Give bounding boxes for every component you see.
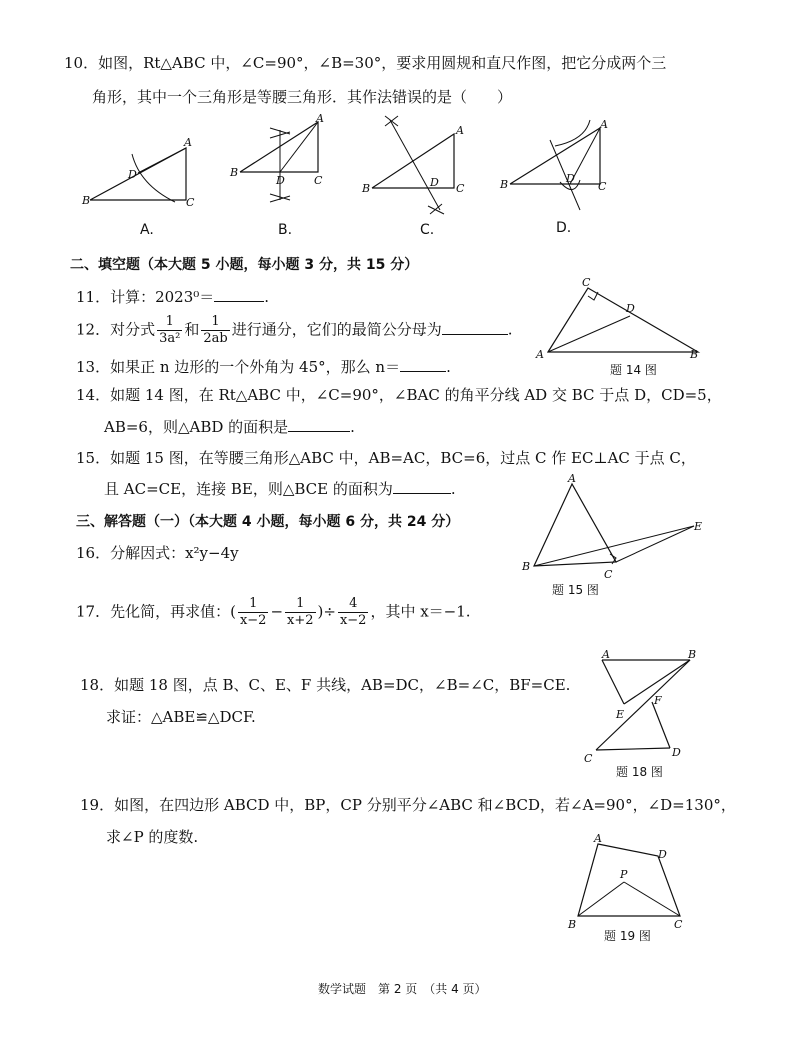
fa-C: C [186,196,195,209]
q19-line1: 19．如图，在四边形 ABCD 中，BP，CP 分别平分∠ABC 和∠BCD，若∠A=90°，∠D=130°， [80,796,736,814]
q17-frac-a: $\frac{1}{x-2}$ [239,596,267,628]
f14-C: C [582,276,591,289]
option-b: B. [278,222,293,238]
f19-P: P [620,868,628,881]
q12: 12．对分式 $\frac{1}{\text{3a²}}$ 和 $\frac{1}{2ab}$ 进行通分，它们的最简公分母为 . [76,314,513,346]
figure-19-caption: 题 19 图 [604,929,651,943]
fb-C: C [314,174,323,187]
q10-line1: 10．如图，Rt△ABC 中，∠C=90°，∠B=30°，要求用圆规和直尺作图，把它分成两个三 [64,54,667,72]
f19-B: B [568,918,577,931]
figure-b [229,112,324,202]
f19-A: A [594,832,602,845]
f18-A: A [602,648,610,661]
f15-A: A [568,472,576,485]
f18-C: C [584,752,593,765]
q17-frac-c: $\frac{4}{x-2}$ [339,596,367,628]
q19-line2: 求∠P 的度数. [106,828,199,846]
figure-19 [562,828,692,946]
q17: 17．先化简，再求值：( $\frac{1}{x-2}$ − $\frac{1}{x+2}$ )÷ $\frac{4}{x-2}$ ，其中 x＝−1. [76,596,471,628]
f18-B: B [688,648,697,661]
f18-E: E [616,708,625,721]
fa-B: B [82,194,91,207]
f14-B: B [690,348,699,361]
fc-C: C [456,182,465,195]
f15-B: B [522,560,531,573]
option-c: C. [420,222,435,238]
fd-C: C [598,180,607,193]
section-3-heading: 三、解答题（一）（本大题 4 小题，每小题 6 分，共 24 分） [76,514,460,530]
q16: 16．分解因式：x²y−4y [76,544,239,562]
figure-a [81,136,195,209]
f19-D: D [658,848,667,861]
figure-15 [514,468,714,600]
figure-15-caption: 题 15 图 [552,583,599,597]
fb-D: D [276,174,285,187]
f14-A: A [536,348,544,361]
f15-C: C [604,568,613,581]
q12-frac2: $\frac{1}{2ab}$ [203,314,228,346]
q18-line2: 求证：△ABE≌△DCF. [106,708,256,726]
f14-D: D [626,302,635,315]
section-2-heading: 二、填空题（本大题 5 小题，每小题 3 分，共 15 分） [70,257,419,273]
q17-frac-b: $\frac{1}{x+2}$ [287,596,314,628]
fa-A: A [184,136,192,149]
figure-14-caption: 题 14 图 [610,363,657,377]
figure-18-caption: 题 18 图 [616,765,663,779]
fd-B: B [500,178,509,191]
figure-d [499,118,608,210]
fc-B: B [362,182,371,195]
q11: 11．计算：2023⁰＝ . [76,288,270,306]
q13: 13．如果正 n 边形的一个外角为 45°，那么 n＝ . [76,358,451,376]
option-a: A. [140,222,154,238]
fb-A: A [316,112,324,125]
q10-line2: 角形，其中一个三角形是等腰三角形．其作法错误的是（ ） [92,88,513,106]
fd-A: A [600,118,608,131]
fc-A: A [456,124,464,137]
figure-14 [530,276,710,380]
fa-D: D [128,168,137,181]
q15-line1: 15．如题 15 图，在等腰三角形△ABC 中，AB=AC，BC=6，过点 C 作 EC⊥AC 于点 C， [76,449,696,467]
q14-line2: AB=6，则△ABD 的面积是 . [104,418,355,436]
q14-line1: 14．如题 14 图，在 Rt△ABC 中，∠C=90°，∠BAC 的角平分线 AD 交 BC 于点 D，CD=5， [76,386,722,404]
q12-frac1: $\frac{1}{\text{3a²}}$ [159,314,181,346]
f19-C: C [674,918,683,931]
q15-line2: 且 AC=CE，连接 BE，则△BCE 的面积为 . [104,480,456,498]
page-footer: 数学试题 第 2 页 （共 4 页） [318,982,487,996]
f18-F: F [654,694,662,707]
figure-c [361,116,465,214]
figure-18 [578,648,708,782]
q18-line1: 18．如题 18 图，点 B、C、E、F 共线，AB=DC，∠B=∠C，BF=CE. [80,676,571,694]
f15-E: E [694,520,703,533]
fc-D: D [430,176,439,189]
fb-B: B [230,166,239,179]
fd-D: D [566,172,575,185]
option-d: D. [556,220,572,236]
f18-D: D [672,746,681,759]
q10-figures [80,110,720,220]
